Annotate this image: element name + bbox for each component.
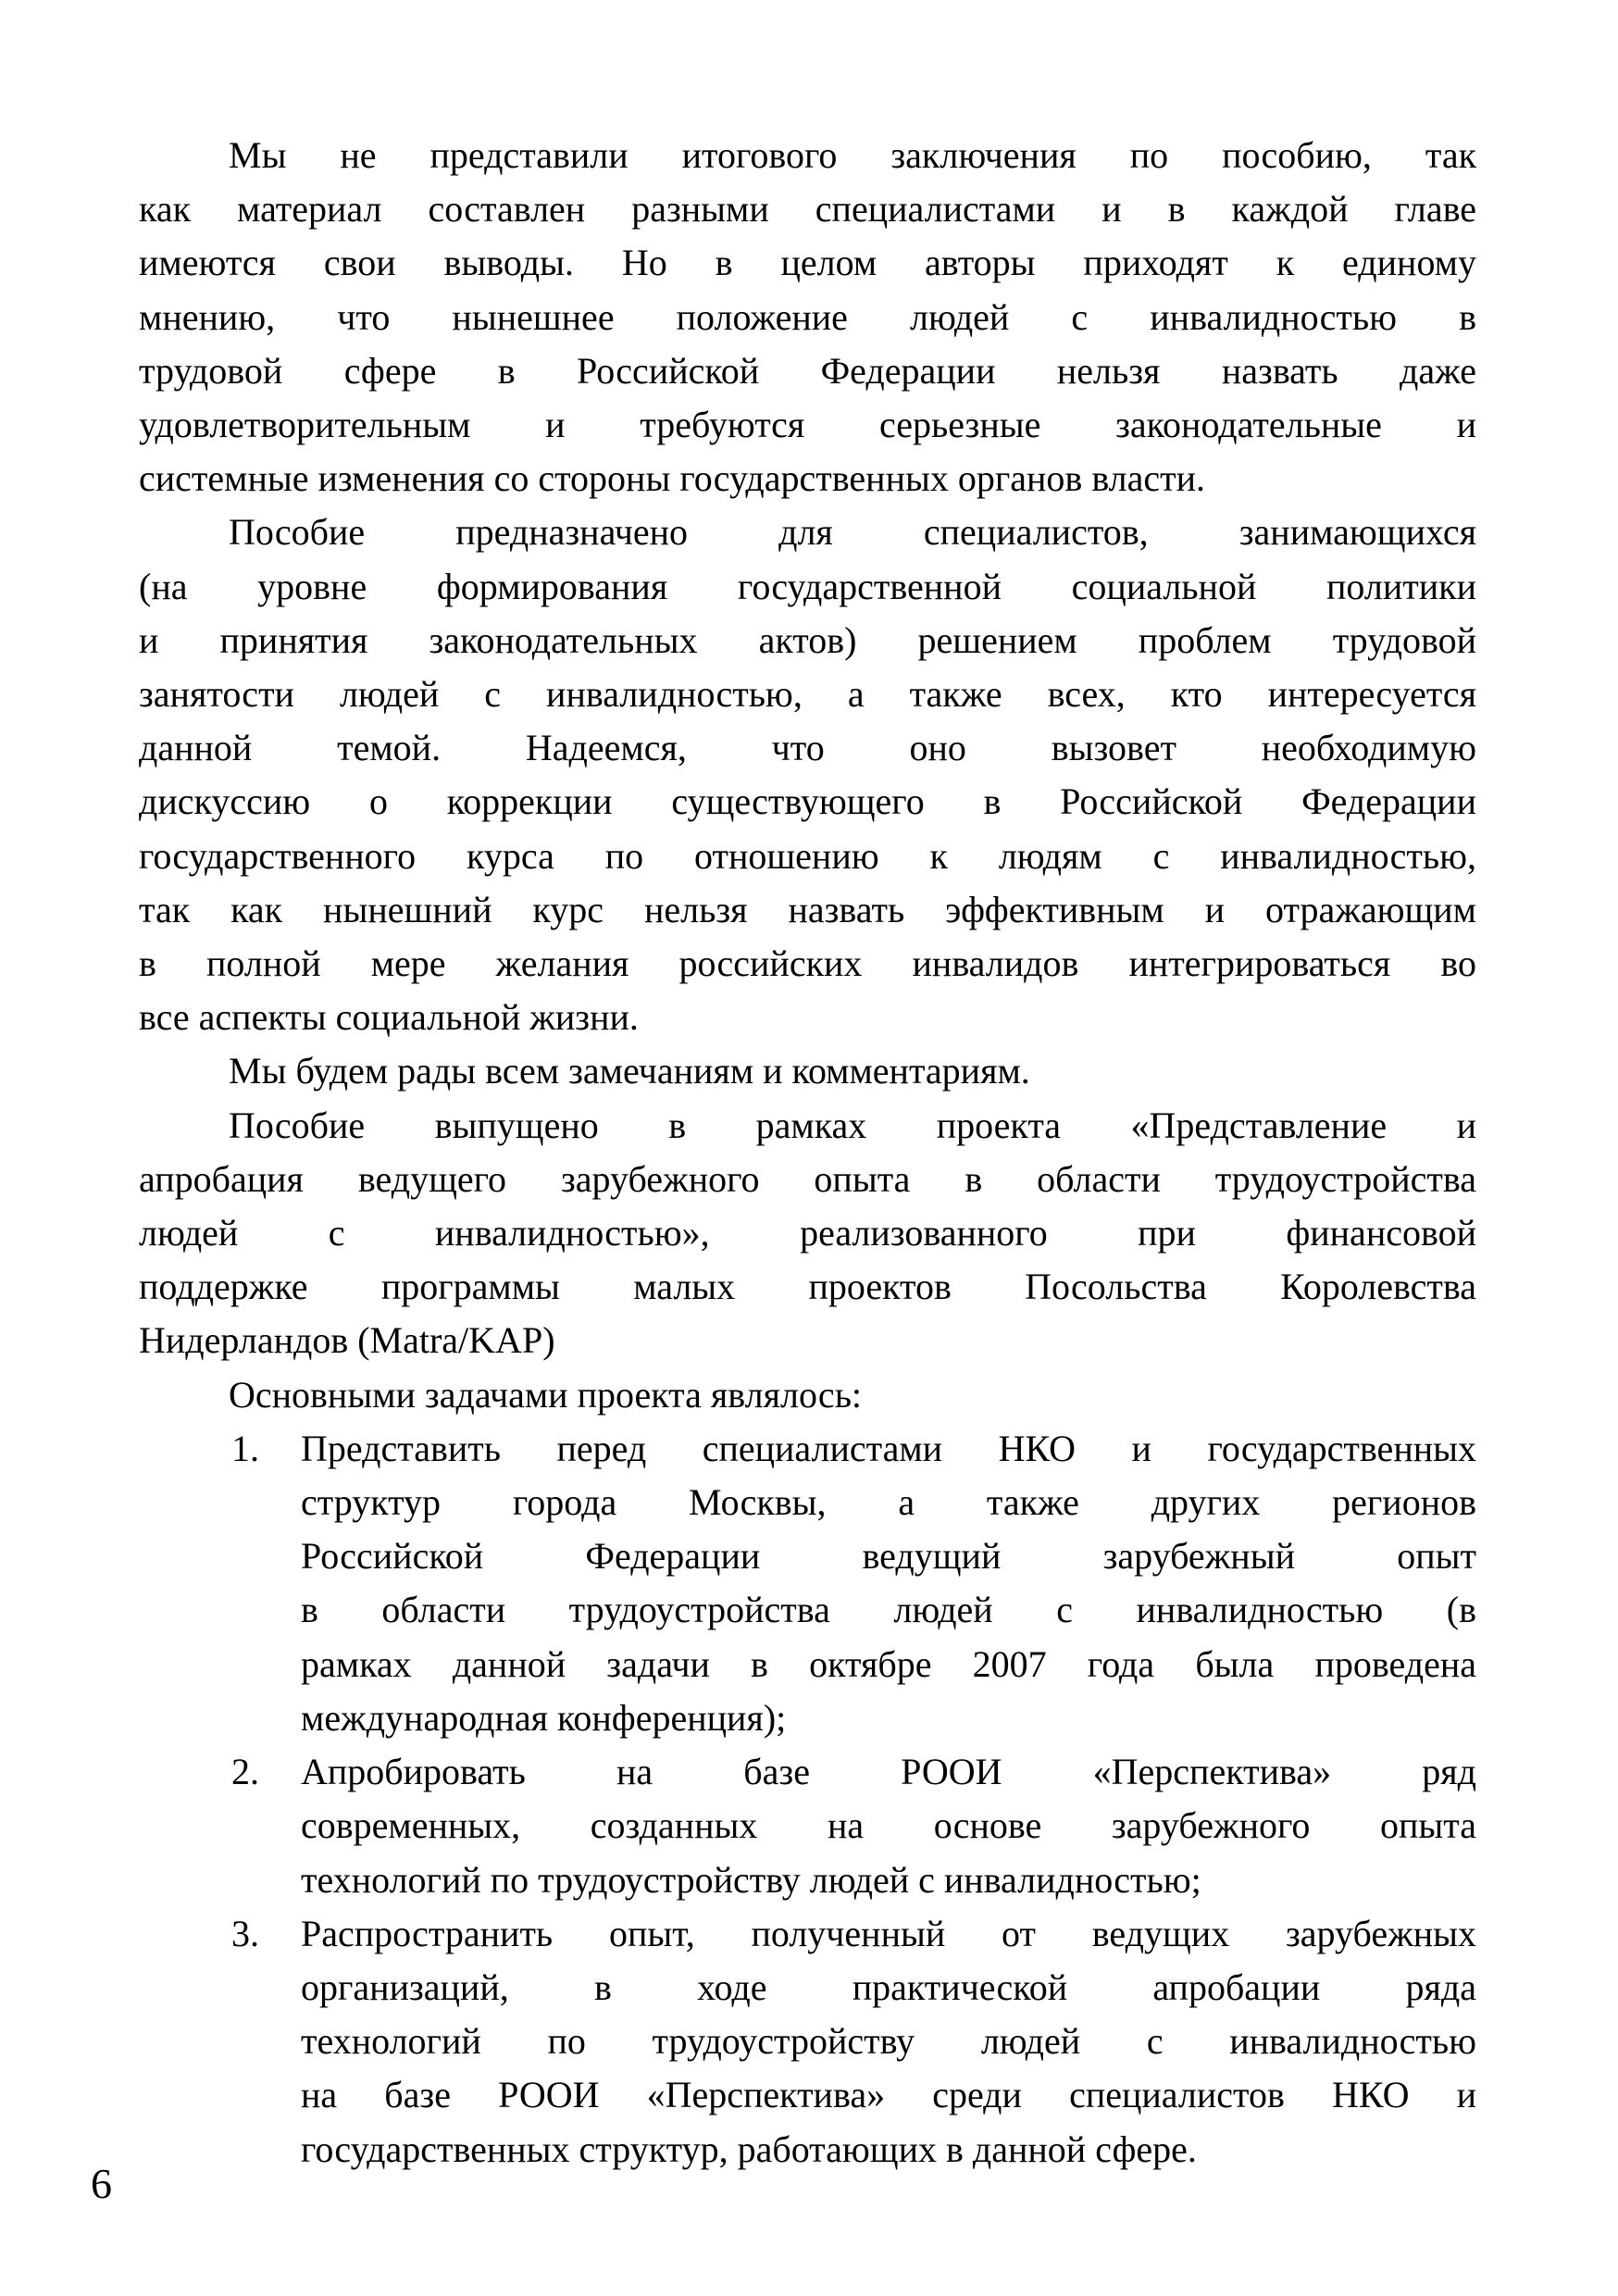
text-line: (на уровне формирования государственной социальной политики [139, 565, 1476, 607]
text-line: людей с инвалидностью», реализованного при финансовой [139, 1212, 1476, 1254]
text-line: трудовой сфере в Российской Федерации нельзя назвать даже [139, 349, 1476, 392]
list-item-text: Апробировать на базе РООИ «Перспектива» ряд [301, 1751, 1476, 1793]
text-line: Российской Федерации ведущий зарубежный опыт [301, 1535, 1476, 1578]
page-number: 6 [91, 2160, 112, 2207]
text-line: государственного курса по отношению к людям с инвалидностью, [139, 834, 1476, 877]
text-line [231, 1907, 1476, 1961]
list-item-number: 3. [231, 1912, 259, 1954]
text-line: Пособие предназначено для специалистов, занимающихся [229, 511, 1476, 554]
text-line: удовлетворительным и требуются серьезные законодательные и [139, 404, 1476, 446]
text-line: дискуссию о коррекции существующего в Российской Федерации [139, 780, 1476, 823]
text-line [231, 1745, 1476, 1799]
text-line: технологий по трудоустройству людей с инвалидностью; [301, 1858, 1201, 1901]
paragraph [139, 1044, 1476, 1098]
list-item-number: 1. [231, 1427, 259, 1469]
paragraph [139, 1099, 1476, 1368]
text-line: организаций, в ходе практической апробации ряда [301, 1965, 1476, 2008]
text-line: в области трудоустройства людей с инвалидностью (в [301, 1589, 1476, 1631]
list-item-number: 2. [231, 1751, 259, 1793]
text-line: занятости людей с инвалидностью, а также всех, кто интересуется [139, 673, 1476, 716]
text-line: поддержке программы малых проектов Посольства Королевства [139, 1266, 1476, 1308]
text-line: Нидерландов (Matra/KAP) [139, 1319, 555, 1362]
text-line: технологий по трудоустройству людей с инвалидностью [301, 2020, 1476, 2063]
text-line: имеются свои выводы. Но в целом авторы приходят к единому [139, 242, 1476, 284]
text-line [231, 1422, 1476, 1476]
text-line: рамках данной задачи в октябре 2007 года была проведена [301, 1642, 1476, 1685]
text-line: Мы будем рады всем замечаниям и комментариям. [229, 1050, 1030, 1092]
text-line: системные изменения со стороны государственных органов власти. [139, 457, 1206, 500]
text-line: в полной мере желания российских инвалидов интегрироваться во [139, 942, 1476, 985]
text-line: так как нынешний курс нельзя назвать эффективным и отражающим [139, 888, 1476, 930]
paragraph [139, 1368, 1476, 1422]
list-item [139, 1422, 1476, 1745]
list-item-text: Представить перед специалистами НКО и государственных [301, 1427, 1476, 1469]
paragraph [139, 505, 1476, 1044]
text-line: как материал составлен разными специалистами и в каждой главе [139, 188, 1476, 231]
text-line: данной темой. Надеемся, что оно вызовет необходимую [139, 727, 1476, 769]
text-line: на базе РООИ «Перспектива» среди специалистов НКО и [301, 2074, 1476, 2116]
text-line: и принятия законодательных актов) решением проблем трудовой [139, 618, 1476, 661]
list-item-text: Распространить опыт, полученный от ведущих зарубежных [301, 1912, 1476, 1954]
numbered-list [139, 1422, 1476, 2177]
list-item [139, 1745, 1476, 1907]
list-item [139, 1907, 1476, 2177]
text-line: Пособие выпущено в рамках проекта «Представление и [229, 1104, 1476, 1146]
paragraph [139, 129, 1476, 505]
text-line: международная конференция); [301, 1696, 787, 1739]
text-line: Мы не представили итогового заключения по пособию, так [229, 134, 1476, 176]
text-line: апробация ведущего зарубежного опыта в области трудоустройства [139, 1157, 1476, 1200]
text-line: мнению, что нынешнее положение людей с инвалидностью в [139, 295, 1476, 338]
text-line: Основными задачами проекта являлось: [229, 1373, 863, 1416]
body-text [139, 129, 1476, 2177]
text-line: все аспекты социальной жизни. [139, 996, 639, 1039]
text-line: структур города Москвы, а также других регионов [301, 1481, 1476, 1524]
text-line: государственных структур, работающих в данной сфере. [301, 2128, 1197, 2170]
text-line: современных, созданных на основе зарубежного опыта [301, 1804, 1476, 1847]
